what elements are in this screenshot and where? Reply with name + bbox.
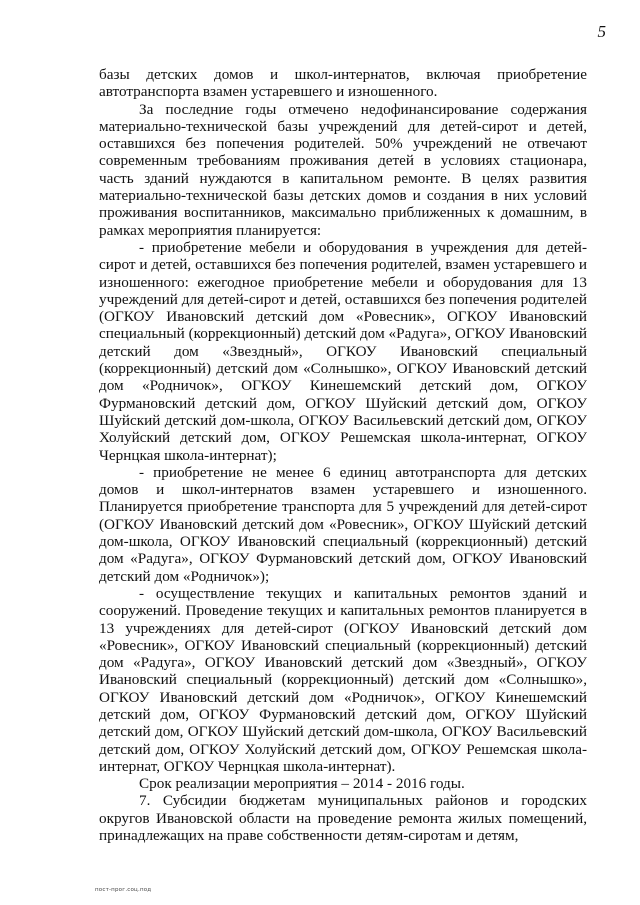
page-number: 5 — [597, 22, 606, 41]
paragraph-deadline: Срок реализации мероприятия – 2014 - 2016 годы. — [139, 775, 465, 793]
list-item-furniture: - приобретение мебели и оборудования в учреждения для детей-сирот и детей, оставшихся без попечения родителей, взамен устаревшего и изношенного: ежегодное приобретение мебели и оборудования для 13 учреждений для детей-сирот и детей, оставшихся без попечения родителей (ОГКОУ Ивановский детский дом «Ровесник», ОГКОУ Ивановский специальный (коррекционный) детский дом «Радуга», ОГКОУ Ивановский детский дом «Звездный», ОГКОУ Ивановский специальный (коррекционный) детский дом «Солнышко», ОГКОУ Ивановский детский дом «Родничок», ОГКОУ Кинешемский детский дом, ОГКОУ Фурмановский детский дом, ОГКОУ Шуйский детский дом, ОГКОУ Шуйский детский дом-школа, ОГКОУ Васильевский детский дом, ОГКОУ Холуйский детский дом, ОГКОУ Решемская школа-интернат, ОГКОУ Чернцкая школа-интернат); — [99, 238, 587, 464]
document-body — [99, 66, 587, 844]
list-item-repairs: - осуществление текущих и капитальных ремонтов зданий и сооружений. Проведение текущих и капитальных ремонтов планируется в 13 учреждениях для детей-сирот (ОГКОУ Ивановский детский дом «Ровесник», ОГКОУ Ивановский специальный (коррекционный) детский дом «Радуга», ОГКОУ Ивановский детский дом «Звездный», ОГКОУ Ивановский специальный (коррекционный) детский дом «Солнышко», ОГКОУ Ивановский детский дом «Родничок», ОГКОУ Кинешемский детский дом, ОГКОУ Фурмановский детский дом, ОГКОУ Шуйский детский дом, ОГКОУ Шуйский детский дом-школа, ОГКОУ Васильевский детский дом, ОГКОУ Холуйский детский дом, ОГКОУ Решемская школа-интернат, ОГКОУ Чернцкая школа-интернат). — [99, 584, 587, 775]
list-item-vehicles: - приобретение не менее 6 единиц автотранспорта для детских домов и школ-интернатов взамен устаревшего и изношенного. Планируется приобретение транспорта для 5 учреждений для детей-сирот (ОГКОУ Ивановский детский дом «Ровесник», ОГКОУ Шуйский детский дом-школа, ОГКОУ Ивановский специальный (коррекционный) детский дом «Радуга», ОГКОУ Фурмановский детский дом, ОГКОУ Ивановский детский дом «Родничок»); — [99, 463, 587, 585]
paragraph-underfunding: За последние годы отмечено недофинансирование содержания материально-технической базы учреждений для детей-сирот и детей, оставшихся без попечения родителей. 50% учреждений не отвечают современным требованиям проживания детей в условиях стационара, часть зданий нуждаются в капитальном ремонте. В целях развития материально-технической базы детских домов и создания в них условий проживания воспитанников, максимально приближенных к домашним, в рамках мероприятия планируется: — [99, 100, 587, 239]
footer-file-code: пост-прог.соц.под — [95, 887, 152, 893]
paragraph-section-7: 7. Субсидии бюджетам муниципальных районов и городских округов Ивановской области на проведение ремонта жилых помещений, принадлежащих на праве собственности детям-сиротам и детям, — [99, 792, 587, 845]
paragraph-continuation: базы детских домов и школ-интернатов, включая приобретение автотранспорта взамен устаревшего и изношенного. — [99, 66, 587, 101]
